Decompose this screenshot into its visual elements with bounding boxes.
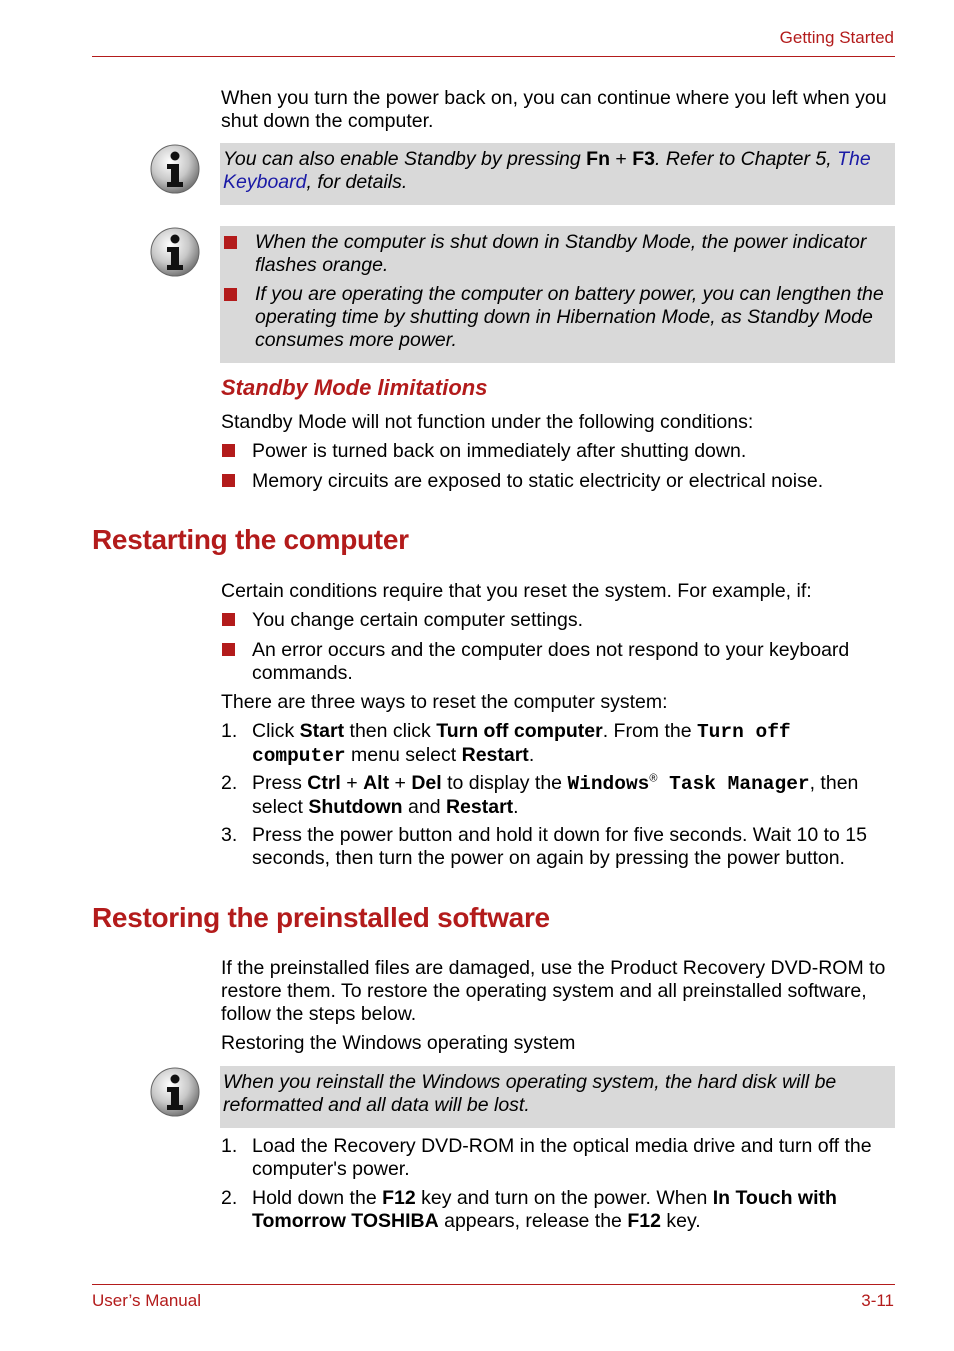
restart-ways: There are three ways to reset the computer system: <box>221 691 668 713</box>
list-item: Power is turned back on immediately after shutting down. <box>252 440 747 462</box>
footer-rule <box>92 1284 895 1285</box>
keyboard-chapter-link[interactable]: The Keyboard <box>223 148 871 193</box>
standby-lead: Standby Mode will not function under the following conditions: <box>221 411 754 433</box>
running-header: Getting Started <box>779 28 894 47</box>
list-item: When the computer is shut down in Standby Mode, the power indicator flashes orange. <box>255 231 867 276</box>
list-item: An error occurs and the computer does not respond to your keyboard commands. <box>252 639 850 684</box>
restart-step-2: Press Ctrl + Alt + Del to display the Windows® Task Manager, then select Shutdown and Restart. <box>252 772 859 818</box>
intro-paragraph: When you turn the power back on, you can continue where you left when you shut down the computer. <box>221 87 887 132</box>
header-rule <box>92 56 895 57</box>
restart-step-3: Press the power button and hold it down for five seconds. Wait 10 to 15 seconds, then turn the power on again by pressing the power button. <box>252 824 867 869</box>
footer-manual-title: User’s Manual <box>92 1291 201 1310</box>
square-bullet <box>222 444 235 457</box>
square-bullet <box>222 474 235 487</box>
step-number: 2. <box>221 1187 238 1209</box>
restart-lead: Certain conditions require that you reset the system. For example, if: <box>221 580 812 602</box>
list-item: You change certain computer settings. <box>252 609 583 631</box>
step-number: 1. <box>221 1135 238 1157</box>
heading-restarting: Restarting the computer <box>92 524 409 555</box>
list-item: Memory circuits are exposed to static electricity or electrical noise. <box>252 470 824 492</box>
note-standby-details <box>220 226 895 363</box>
square-bullet <box>222 613 235 626</box>
step-number: 1. <box>221 720 238 742</box>
note-text: You can also enable Standby by pressing Fn + F3. Refer to Chapter 5, The Keyboard, for details. <box>223 148 871 193</box>
key-f3: F3 <box>632 148 655 170</box>
info-icon <box>150 1067 200 1117</box>
note-text: When you reinstall the Windows operating system, the hard disk will be reformatted and all data will be lost. <box>223 1071 837 1116</box>
page-number: 3-11 <box>861 1291 894 1310</box>
square-bullet <box>222 643 235 656</box>
restore-subtitle: Restoring the Windows operating system <box>221 1032 576 1054</box>
step-number: 2. <box>221 772 238 794</box>
info-icon <box>150 227 200 277</box>
step-number: 3. <box>221 824 238 846</box>
list-item: If you are operating the computer on battery power, you can lengthen the operating time by shutting down in Hibernation Mode, as Standby Mode consumes more power. <box>255 283 884 351</box>
restore-paragraph: If the preinstalled files are damaged, use the Product Recovery DVD-ROM to restore them. To restore the operating system and all preinstalled software, follow the steps below. <box>221 957 886 1025</box>
restart-step-1: Click Start then click Turn off computer. From the Turn off computer menu select Restart. <box>252 720 791 767</box>
note-reinstall-warning <box>220 1066 895 1128</box>
info-icon <box>150 144 200 194</box>
square-bullet <box>224 288 237 301</box>
square-bullet <box>224 236 237 249</box>
heading-restoring: Restoring the preinstalled software <box>92 902 550 933</box>
key-fn: Fn <box>586 148 610 170</box>
note-standby-shortcut <box>220 143 895 205</box>
restore-step-2: Hold down the F12 key and turn on the power. When In Touch with Tomorrow TOSHIBA appears, release the F12 key. <box>252 1187 837 1232</box>
subheading-standby-limitations: Standby Mode limitations <box>221 375 488 400</box>
restore-step-1: Load the Recovery DVD-ROM in the optical media drive and turn off the computer's power. <box>252 1135 872 1180</box>
